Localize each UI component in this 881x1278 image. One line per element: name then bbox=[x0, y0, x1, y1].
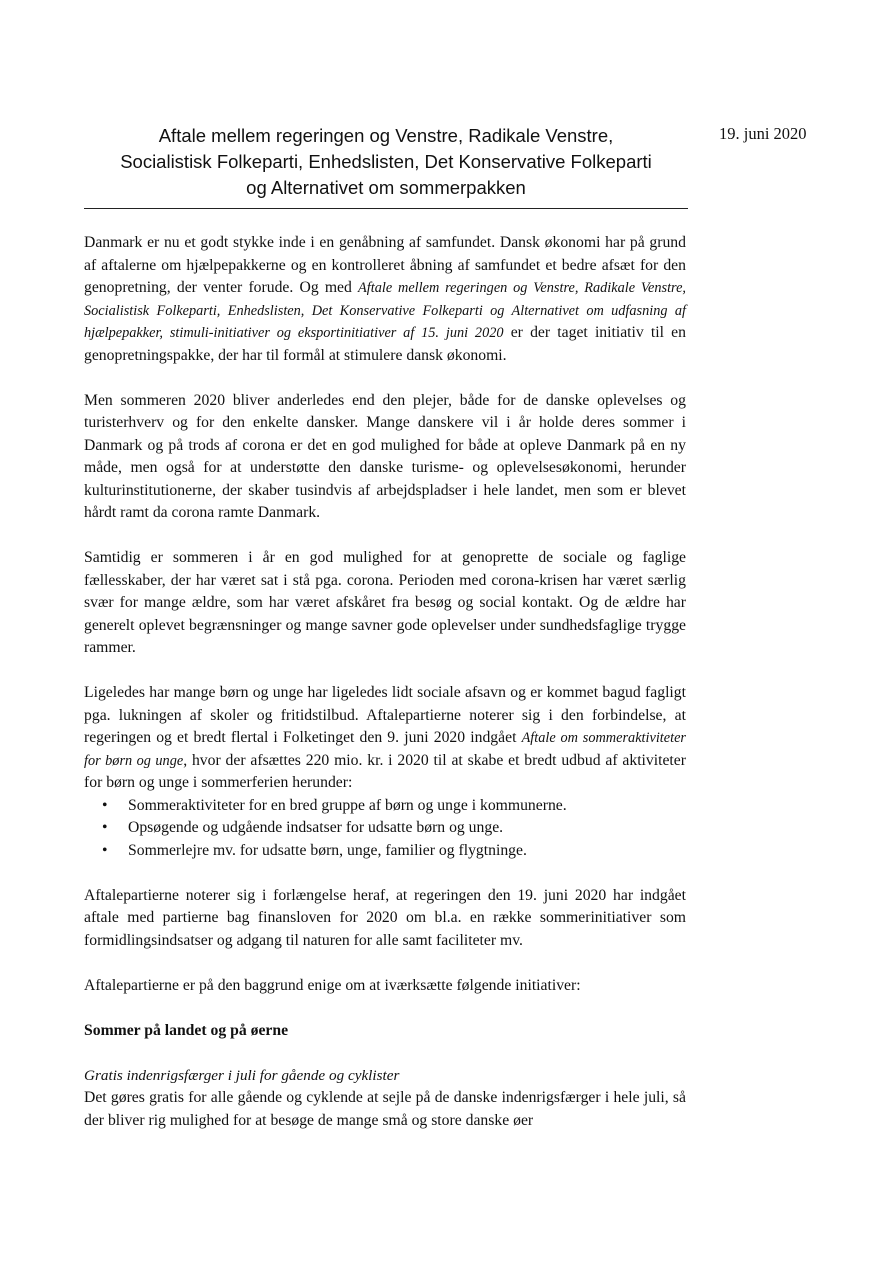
paragraph-intro bbox=[84, 232, 686, 367]
list-item-text: Opsøgende og udgående indsatser for udsatte børn og unge. bbox=[128, 819, 504, 836]
section-subheading: Gratis indenrigsfærger i juli for gående og cyklister bbox=[84, 1066, 400, 1084]
paragraph-children bbox=[84, 682, 686, 795]
document-date: 19. juni 2020 bbox=[719, 124, 807, 143]
list-item bbox=[84, 795, 686, 818]
bullet-icon: • bbox=[102, 796, 108, 814]
bullet-icon: • bbox=[102, 841, 108, 859]
title-line: og Alternativet om sommerpakken bbox=[246, 177, 526, 198]
title-line: Socialistisk Folkeparti, Enhedslisten, Det Konservative Folkeparti bbox=[120, 151, 652, 172]
title-line: Aftale mellem regeringen og Venstre, Radikale Venstre, bbox=[158, 125, 614, 146]
list-item bbox=[84, 840, 686, 863]
paragraph-text: er der taget initiativ til en genopretningspakke, der har til formål at stimulere dansk økonomi. bbox=[84, 324, 686, 364]
agreement-reference: Aftale om sommeraktiviteter for børn og unge bbox=[84, 730, 686, 769]
paragraph-summer: Men sommeren 2020 bliver anderledes end den plejer, både for de danske oplevelses og turisterhverv og for den enkelte dansker. Mange danskere vil i år holde deres sommer i Danmark og på trods af corona er det en god mulighed for både at opleve Danmark på en ny måde, men også for at understøtte den danske turisme- og oplevelsesøkonomi, herunder kulturinstitutionerne, der skaber tusindvis af arbejdspladser i hele landet, men som er blevet hårdt ramt da corona ramte Danmark. bbox=[84, 391, 686, 521]
bullet-icon: • bbox=[102, 819, 108, 836]
title-divider bbox=[84, 208, 688, 209]
document-body bbox=[84, 232, 686, 1132]
paragraph-communities: Samtidig er sommeren i år en god mulighed for at genoprette de sociale og faglige fællesskaber, der har været sat i stå pga. corona. Perioden med corona-krisen har været særlig svær for mange ældre, som har været afskåret fra besøg og social kontakt. Og de ældre har generelt oplevet begrænsninger og mange savner gode oplevelser under sundhedsfaglige trygge rammer. bbox=[84, 549, 686, 656]
section-text: Det gøres gratis for alle gående og cyklende at sejle på de danske indenrigsfærger i hele juli, så der bliver rig mulighed for at besøge de mange små og store danske øer bbox=[84, 1089, 686, 1129]
agreement-reference: Aftale mellem regeringen og Venstre, Radikale Venstre, Socialistisk Folkeparti, Enhedslisten, Det Konservative Folkeparti og Alternativet om udfasning af hjælpepakker, stimuli-initiativer og eksportinitiativer af 15. juni 2020 bbox=[84, 280, 687, 341]
list-item-text: Sommerlejre mv. for udsatte børn, unge, familier og flygtninge. bbox=[128, 841, 527, 859]
paragraph-agreement: Aftalepartierne er på den baggrund enige om at iværksætte følgende initiativer: bbox=[84, 976, 581, 994]
section-heading: Sommer på landet og på øerne bbox=[84, 1021, 289, 1039]
document-title bbox=[84, 123, 688, 201]
list-item bbox=[84, 817, 686, 840]
list-item-text: Sommeraktiviteter for en bred gruppe af børn og unge i kommunerne. bbox=[128, 796, 567, 814]
paragraph-text: Ligeledes har mange børn og unge har ligeledes lidt sociale afsavn og er kommet bagud fagligt pga. lukningen af skoler og fritidstilbud. Aftalepartierne noterer sig i den forbindelse, at regeringen og et bredt flertal i Folketinget den 9. juni 2020 indgået bbox=[84, 684, 686, 746]
paragraph-followup: Aftalepartierne noterer sig i forlængelse heraf, at regeringen den 19. juni 2020 har indgået aftale med partierne bag finansloven for 2020 om bl.a. en række sommerinitiativer som formidlingsindsatser og adgang til naturen for alle samt faciliteter mv. bbox=[84, 886, 686, 949]
paragraph-text: , hvor der afsættes 220 mio. kr. i 2020 til at skabe et bredt udbud af aktiviteter for børn og unge i sommerferien herunder: bbox=[84, 751, 686, 791]
paragraph-text: Danmark er nu et godt stykke inde i en genåbning af samfundet. Dansk økonomi har på grund af aftalerne om hjælpepakkerne og en kontrolleret åbning af samfundet et bedre afsæt for den genopretning, der venter forude. Og med bbox=[84, 234, 686, 296]
bullet-list bbox=[84, 795, 686, 863]
